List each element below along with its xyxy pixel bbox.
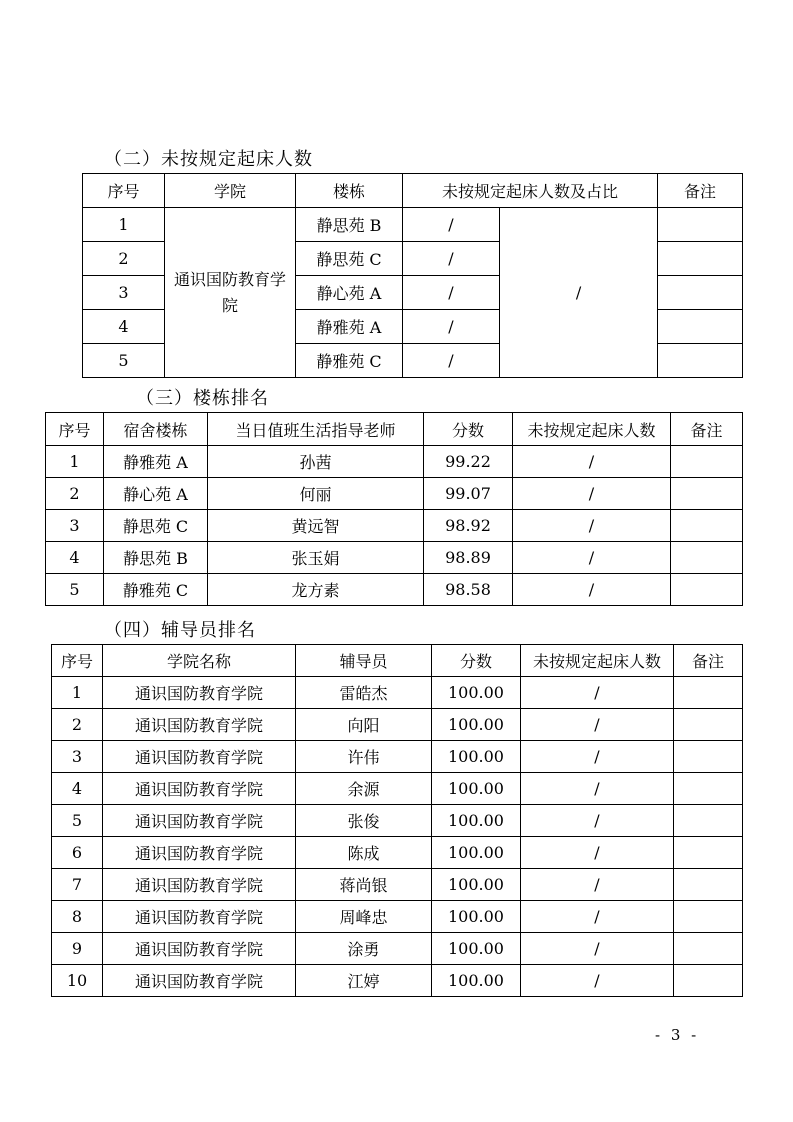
note-cell	[674, 741, 743, 773]
table-row	[46, 542, 743, 574]
college-cell: 通识国防教育学院	[103, 869, 296, 901]
table-row	[52, 869, 743, 901]
college-cell: 通识国防教育学院	[103, 677, 296, 709]
header-cell: 未按规定起床人数	[513, 413, 671, 446]
note-cell	[674, 837, 743, 869]
row-number: 4	[52, 773, 103, 805]
note-cell	[674, 869, 743, 901]
building-cell: 静思苑 C	[296, 242, 403, 276]
row-number: 1	[52, 677, 103, 709]
row-number: 4	[46, 542, 104, 574]
note-cell	[658, 344, 743, 378]
row-number: 2	[52, 709, 103, 741]
note-cell	[674, 933, 743, 965]
teacher-cell: 龙方素	[208, 574, 424, 606]
row-number: 3	[52, 741, 103, 773]
row-number: 2	[46, 478, 104, 510]
note-cell	[674, 677, 743, 709]
score-cell: 100.00	[432, 805, 521, 837]
college-cell: 通识国防教育学院	[103, 965, 296, 997]
unqualified-wakeup-table	[82, 173, 743, 378]
header-cell: 序号	[83, 174, 165, 208]
header-cell: 序号	[46, 413, 104, 446]
count-cell: /	[403, 344, 500, 378]
count-cell: /	[521, 837, 674, 869]
table-row	[52, 677, 743, 709]
row-number: 3	[46, 510, 104, 542]
table-row	[52, 741, 743, 773]
note-cell	[671, 574, 743, 606]
counselor-cell: 余源	[296, 773, 432, 805]
building-cell: 静雅苑 A	[104, 446, 208, 478]
header-cell: 未按规定起床人数及占比	[403, 174, 658, 208]
header-cell: 备注	[674, 645, 743, 677]
note-cell	[658, 208, 743, 242]
score-cell: 98.58	[424, 574, 513, 606]
college-cell: 通识国防教育学院	[103, 773, 296, 805]
section4-heading: （四）辅导员排名	[104, 620, 256, 641]
college-cell: 通识国防教育学院	[103, 933, 296, 965]
college-cell: 通识国防教育学院	[103, 805, 296, 837]
table-row	[52, 709, 743, 741]
table-row	[52, 901, 743, 933]
row-number: 4	[83, 310, 165, 344]
score-cell: 100.00	[432, 965, 521, 997]
building-cell: 静思苑 C	[104, 510, 208, 542]
count-cell: /	[513, 510, 671, 542]
count-cell: /	[403, 208, 500, 242]
counselor-cell: 江婷	[296, 965, 432, 997]
count-cell: /	[521, 741, 674, 773]
count-cell: /	[521, 709, 674, 741]
section2-heading: （二）未按规定起床人数	[104, 149, 313, 170]
header-cell: 未按规定起床人数	[521, 645, 674, 677]
table-row	[83, 208, 743, 242]
header-cell: 序号	[52, 645, 103, 677]
note-cell	[671, 478, 743, 510]
note-cell	[674, 805, 743, 837]
teacher-cell: 何丽	[208, 478, 424, 510]
header-cell: 辅导员	[296, 645, 432, 677]
table-row	[46, 510, 743, 542]
table-header-row	[83, 174, 743, 208]
counselor-cell: 向阳	[296, 709, 432, 741]
header-cell: 当日值班生活指导老师	[208, 413, 424, 446]
teacher-cell: 张玉娟	[208, 542, 424, 574]
row-number: 1	[83, 208, 165, 242]
building-cell: 静雅苑 A	[296, 310, 403, 344]
header-cell: 分数	[432, 645, 521, 677]
building-cell: 静雅苑 C	[296, 344, 403, 378]
count-cell: /	[521, 773, 674, 805]
note-cell	[674, 773, 743, 805]
row-number: 6	[52, 837, 103, 869]
score-cell: 100.00	[432, 837, 521, 869]
college-cell: 通识国防教育学院	[103, 709, 296, 741]
count-cell: /	[521, 869, 674, 901]
row-number: 1	[46, 446, 104, 478]
college-cell: 通识国防教育学院	[165, 208, 296, 378]
header-cell: 备注	[671, 413, 743, 446]
table-header-row	[52, 645, 743, 677]
counselor-ranking-table	[51, 644, 743, 997]
header-cell: 分数	[424, 413, 513, 446]
score-cell: 99.07	[424, 478, 513, 510]
note-cell	[674, 901, 743, 933]
note-cell	[674, 709, 743, 741]
teacher-cell: 黄远智	[208, 510, 424, 542]
count-cell: /	[513, 478, 671, 510]
building-cell: 静雅苑 C	[104, 574, 208, 606]
header-cell: 楼栋	[296, 174, 403, 208]
note-cell	[671, 542, 743, 574]
table-header-row	[46, 413, 743, 446]
page-number: - 3 -	[655, 1026, 700, 1044]
score-cell: 100.00	[432, 677, 521, 709]
college-cell: 通识国防教育学院	[103, 901, 296, 933]
counselor-cell: 蒋尚银	[296, 869, 432, 901]
score-cell: 100.00	[432, 709, 521, 741]
count-cell: /	[521, 901, 674, 933]
note-cell	[658, 310, 743, 344]
college-cell: 通识国防教育学院	[103, 741, 296, 773]
building-cell: 静心苑 A	[104, 478, 208, 510]
note-cell	[671, 510, 743, 542]
row-number: 7	[52, 869, 103, 901]
row-number: 5	[46, 574, 104, 606]
row-number: 8	[52, 901, 103, 933]
count-cell: /	[521, 805, 674, 837]
note-cell	[671, 446, 743, 478]
counselor-cell: 陈成	[296, 837, 432, 869]
counselor-cell: 雷皓杰	[296, 677, 432, 709]
counselor-cell: 许伟	[296, 741, 432, 773]
row-number: 9	[52, 933, 103, 965]
building-ranking-table	[45, 412, 743, 606]
score-cell: 100.00	[432, 741, 521, 773]
table-row	[52, 773, 743, 805]
header-cell: 备注	[658, 174, 743, 208]
row-number: 10	[52, 965, 103, 997]
counselor-cell: 张俊	[296, 805, 432, 837]
teacher-cell: 孙茜	[208, 446, 424, 478]
count-cell: /	[513, 574, 671, 606]
ratio-cell: /	[500, 208, 658, 378]
header-cell: 学院	[165, 174, 296, 208]
building-cell: 静思苑 B	[296, 208, 403, 242]
note-cell	[674, 965, 743, 997]
table-row	[52, 837, 743, 869]
count-cell: /	[403, 242, 500, 276]
score-cell: 99.22	[424, 446, 513, 478]
score-cell: 100.00	[432, 869, 521, 901]
row-number: 5	[52, 805, 103, 837]
table-row	[46, 446, 743, 478]
row-number: 5	[83, 344, 165, 378]
row-number: 3	[83, 276, 165, 310]
table-row	[46, 574, 743, 606]
college-cell: 通识国防教育学院	[103, 837, 296, 869]
count-cell: /	[521, 933, 674, 965]
count-cell: /	[521, 677, 674, 709]
score-cell: 100.00	[432, 773, 521, 805]
section3-heading: （三）楼栋排名	[136, 388, 269, 409]
table-row	[52, 805, 743, 837]
score-cell: 100.00	[432, 933, 521, 965]
count-cell: /	[403, 276, 500, 310]
header-cell: 宿舍楼栋	[104, 413, 208, 446]
score-cell: 98.92	[424, 510, 513, 542]
building-cell: 静思苑 B	[104, 542, 208, 574]
counselor-cell: 涂勇	[296, 933, 432, 965]
note-cell	[658, 276, 743, 310]
count-cell: /	[513, 446, 671, 478]
score-cell: 98.89	[424, 542, 513, 574]
table-row	[52, 965, 743, 997]
score-cell: 100.00	[432, 901, 521, 933]
note-cell	[658, 242, 743, 276]
row-number: 2	[83, 242, 165, 276]
table-row	[46, 478, 743, 510]
header-cell: 学院名称	[103, 645, 296, 677]
table-row	[52, 933, 743, 965]
count-cell: /	[403, 310, 500, 344]
count-cell: /	[513, 542, 671, 574]
count-cell: /	[521, 965, 674, 997]
building-cell: 静心苑 A	[296, 276, 403, 310]
counselor-cell: 周峰忠	[296, 901, 432, 933]
